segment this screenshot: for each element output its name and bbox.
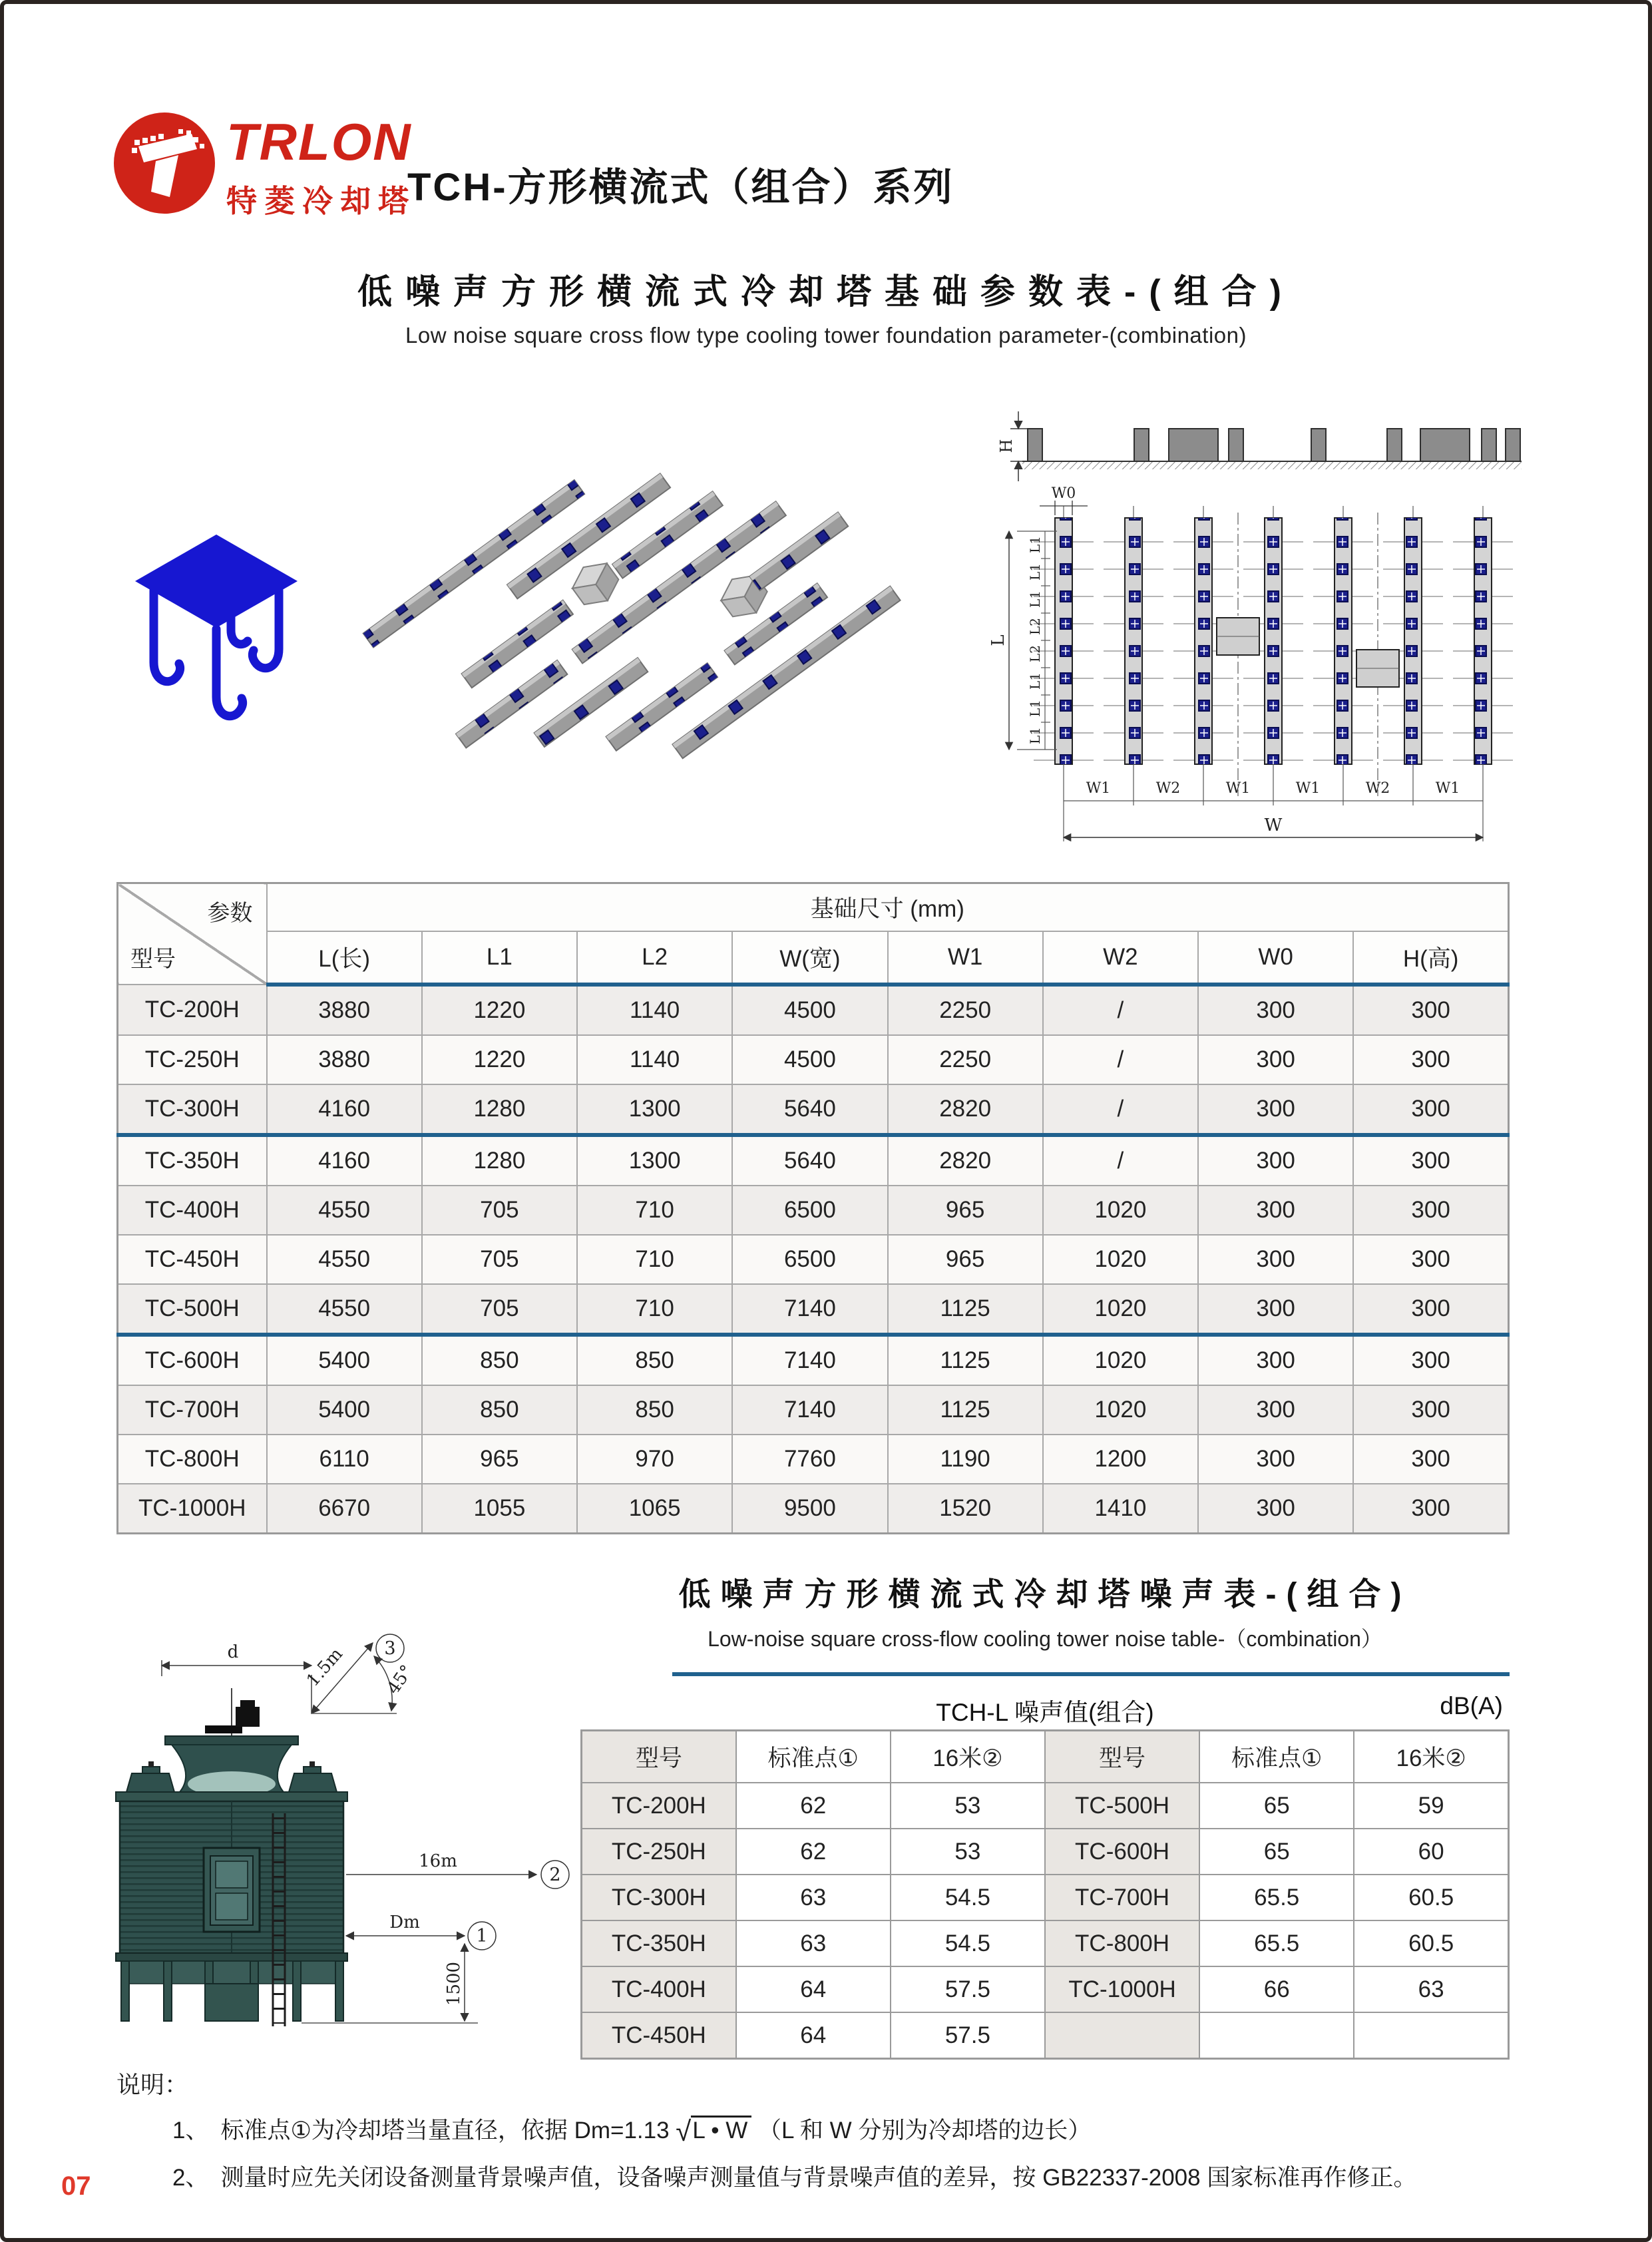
section1-title-en: Low noise square cross flow type cooling tower foundation parameter-(combination) bbox=[405, 323, 1247, 347]
dim-left-4: L2 bbox=[1027, 644, 1043, 663]
col-header: 标准点① bbox=[736, 1731, 891, 1783]
table-cell: 970 bbox=[577, 1435, 732, 1484]
model-cell: TC-450H bbox=[582, 2012, 736, 2059]
corner-label-model: 型号 bbox=[130, 947, 176, 972]
table-cell: 705 bbox=[422, 1284, 577, 1335]
dim-label-1500: 1500 bbox=[444, 1961, 464, 2006]
anchor-bolt-icon bbox=[130, 529, 304, 732]
table-cell: 1125 bbox=[888, 1385, 1043, 1435]
model-cell: TC-200H bbox=[582, 1783, 736, 1829]
corner-header-cell bbox=[118, 883, 267, 985]
table-row bbox=[582, 2012, 1509, 2059]
table-cell: 300 bbox=[1353, 1084, 1508, 1135]
table-cell: 710 bbox=[577, 1186, 732, 1235]
table-cell: 3880 bbox=[267, 985, 422, 1035]
dim-bottom-1: W2 bbox=[1155, 780, 1181, 797]
table-cell: 65 bbox=[1199, 1783, 1354, 1829]
table-cell: 300 bbox=[1353, 985, 1508, 1035]
model-cell: TC-1000H bbox=[1045, 1966, 1199, 2012]
col-header: W(宽) bbox=[732, 931, 887, 985]
table-cell: 4160 bbox=[267, 1135, 422, 1186]
table-cell: 300 bbox=[1198, 1135, 1353, 1186]
dim-label-w0: W0 bbox=[1051, 485, 1076, 502]
foundation-parameter-table bbox=[116, 882, 1510, 1534]
table-row bbox=[118, 1135, 1509, 1186]
table-row bbox=[118, 1035, 1509, 1084]
table-cell: 1125 bbox=[888, 1335, 1043, 1385]
table-cell: 4500 bbox=[732, 1035, 887, 1084]
table-cell: 6500 bbox=[732, 1235, 887, 1284]
table-cell: 1125 bbox=[888, 1284, 1043, 1335]
table-row bbox=[118, 1186, 1509, 1235]
table-cell: 300 bbox=[1198, 1235, 1353, 1284]
model-cell: TC-250H bbox=[582, 1829, 736, 1875]
dim-bottom-2: W1 bbox=[1225, 780, 1251, 797]
table-cell: 1300 bbox=[577, 1135, 732, 1186]
table-row bbox=[582, 1875, 1509, 1920]
table-cell: 1520 bbox=[888, 1484, 1043, 1534]
dim-label-1-5m: 1.5m bbox=[302, 1644, 347, 1691]
table-row bbox=[582, 1829, 1509, 1875]
table-cell: 1200 bbox=[1043, 1435, 1198, 1484]
table-cell: 9500 bbox=[732, 1484, 887, 1534]
table-cell: 1280 bbox=[422, 1135, 577, 1186]
model-cell: TC-500H bbox=[118, 1284, 267, 1335]
foundation-isometric-figure bbox=[393, 439, 905, 805]
table-cell: 60.5 bbox=[1354, 1920, 1508, 1966]
table-cell: 66 bbox=[1199, 1966, 1354, 2012]
notes-section bbox=[116, 2066, 1541, 2193]
model-cell: TC-200H bbox=[118, 985, 267, 1035]
table-cell: 7140 bbox=[732, 1284, 887, 1335]
table-row bbox=[118, 1235, 1509, 1284]
table-cell: 4550 bbox=[267, 1186, 422, 1235]
table-cell: 300 bbox=[1198, 1035, 1353, 1084]
col-header: L1 bbox=[422, 931, 577, 985]
table-cell: 2250 bbox=[888, 985, 1043, 1035]
table-cell: 57.5 bbox=[891, 2012, 1045, 2059]
table-cell: 63 bbox=[1354, 1966, 1508, 2012]
table-cell: 1020 bbox=[1043, 1385, 1198, 1435]
note-2 bbox=[172, 2159, 1541, 2193]
col-header: L(长) bbox=[267, 931, 422, 985]
table-row bbox=[118, 1435, 1509, 1484]
table-cell: 300 bbox=[1198, 1335, 1353, 1385]
table-cell: 300 bbox=[1198, 1484, 1353, 1534]
table-cell: 1140 bbox=[577, 985, 732, 1035]
table-cell: 850 bbox=[422, 1385, 577, 1435]
model-cell: TC-800H bbox=[1045, 1920, 1199, 1966]
table-row bbox=[118, 1484, 1509, 1534]
note-2-number: 2、 bbox=[172, 2165, 209, 2191]
table-cell: 62 bbox=[736, 1829, 891, 1875]
foundation-plan-drawing bbox=[970, 365, 1526, 874]
table-cell: 850 bbox=[422, 1335, 577, 1385]
table-cell: 53 bbox=[891, 1829, 1045, 1875]
table-cell bbox=[1354, 2012, 1508, 2059]
model-cell: TC-700H bbox=[118, 1385, 267, 1435]
table-cell: 300 bbox=[1198, 1435, 1353, 1484]
table-cell: 300 bbox=[1353, 1135, 1508, 1186]
brand-header bbox=[112, 111, 425, 224]
table-cell: 300 bbox=[1198, 1186, 1353, 1235]
table-cell: 5640 bbox=[732, 1135, 887, 1186]
table-cell: 705 bbox=[422, 1186, 577, 1235]
table-row bbox=[582, 1966, 1509, 2012]
table-cell: 2250 bbox=[888, 1035, 1043, 1084]
table-cell: 850 bbox=[577, 1335, 732, 1385]
model-cell: TC-500H bbox=[1045, 1783, 1199, 1829]
section2-title-cn: 低噪声方形横流式冷却塔噪声表-(组合) bbox=[678, 1577, 1412, 1612]
table-cell: 300 bbox=[1353, 1235, 1508, 1284]
table-cell: 4500 bbox=[732, 985, 887, 1035]
model-cell: TC-800H bbox=[118, 1435, 267, 1484]
table-cell: 5400 bbox=[267, 1335, 422, 1385]
notes-label: 说明： bbox=[116, 2071, 189, 2098]
table-cell: 1190 bbox=[888, 1435, 1043, 1484]
table-cell: / bbox=[1043, 1084, 1198, 1135]
table-cell: 1140 bbox=[577, 1035, 732, 1084]
note-2-text: 测量时应先关闭设备测量背景噪声值，设备噪声测量值与背景噪声值的差异，按 GB22337-2008 国家标准再作修正。 bbox=[220, 2165, 1417, 2191]
table-cell: 4550 bbox=[267, 1235, 422, 1284]
model-cell: TC-1000H bbox=[118, 1484, 267, 1534]
page-title: TCH-方形横流式（组合）系列 bbox=[407, 166, 954, 209]
corner-label-param: 参数 bbox=[207, 901, 253, 926]
table-cell: 57.5 bbox=[891, 1966, 1045, 2012]
table-cell: 59 bbox=[1354, 1783, 1508, 1829]
table-cell: 965 bbox=[888, 1186, 1043, 1235]
table-cell: 850 bbox=[577, 1385, 732, 1435]
col-header: W1 bbox=[888, 931, 1043, 985]
section1-title-cn: 低噪声方形横流式冷却塔基础参数表-(组合) bbox=[357, 273, 1295, 312]
model-cell: TC-450H bbox=[118, 1235, 267, 1284]
table-cell: 4550 bbox=[267, 1284, 422, 1335]
table-cell bbox=[1199, 2012, 1354, 2059]
table-cell: 7140 bbox=[732, 1385, 887, 1435]
table-cell: 300 bbox=[1353, 1435, 1508, 1484]
noise-table-section bbox=[580, 1672, 1510, 2060]
table-cell: 710 bbox=[577, 1235, 732, 1284]
cooling-tower-noise-figure bbox=[105, 1614, 581, 2056]
callout-1: 1 bbox=[476, 1926, 488, 1946]
page-number: 07 bbox=[61, 2171, 91, 2201]
table-cell: 65.5 bbox=[1199, 1920, 1354, 1966]
dim-label-16m: 16m bbox=[419, 1851, 457, 1871]
table-cell: 1280 bbox=[422, 1084, 577, 1135]
table-cell: 1410 bbox=[1043, 1484, 1198, 1534]
model-cell: TC-700H bbox=[1045, 1875, 1199, 1920]
note-1-text-a: 标准点①为冷却塔当量直径，依据 Dm=1.13 bbox=[220, 2118, 670, 2143]
brand-name: TRLON bbox=[226, 112, 412, 171]
table-cell: 60 bbox=[1354, 1829, 1508, 1875]
table-cell: 300 bbox=[1198, 1284, 1353, 1335]
table-cell: 53 bbox=[891, 1783, 1045, 1829]
col-header: 型号 bbox=[582, 1731, 736, 1783]
dim-bottom-0: W1 bbox=[1086, 780, 1111, 797]
model-cell: TC-400H bbox=[582, 1966, 736, 2012]
dim-left-1: L1 bbox=[1027, 562, 1043, 581]
table-cell: 62 bbox=[736, 1783, 891, 1829]
col-header: L2 bbox=[577, 931, 732, 985]
noise-table-caption: TCH-L 噪声值(组合) bbox=[936, 1699, 1154, 1726]
table-cell: 65.5 bbox=[1199, 1875, 1354, 1920]
section1-heading bbox=[0, 264, 1652, 348]
dim-label-dm: Dm bbox=[389, 1912, 420, 1932]
dim-left-6: L1 bbox=[1027, 699, 1043, 718]
table-row bbox=[118, 1385, 1509, 1435]
model-cell: TC-350H bbox=[118, 1135, 267, 1186]
model-cell: TC-300H bbox=[118, 1084, 267, 1135]
col-header: 型号 bbox=[1045, 1731, 1199, 1783]
table-cell: 5640 bbox=[732, 1084, 887, 1135]
table-cell: 1220 bbox=[422, 1035, 577, 1084]
table-cell: 64 bbox=[736, 1966, 891, 2012]
dim-label-w: W bbox=[1264, 815, 1283, 835]
table-cell: 5400 bbox=[267, 1385, 422, 1435]
table-cell: / bbox=[1043, 1035, 1198, 1084]
table-cell: 2820 bbox=[888, 1084, 1043, 1135]
table-cell: 300 bbox=[1198, 1084, 1353, 1135]
dim-label-h: H bbox=[997, 439, 1016, 453]
table-cell: 1055 bbox=[422, 1484, 577, 1534]
model-cell bbox=[1045, 2012, 1199, 2059]
table-cell: 300 bbox=[1353, 1484, 1508, 1534]
model-cell: TC-350H bbox=[582, 1920, 736, 1966]
table-cell: 3880 bbox=[267, 1035, 422, 1084]
table-cell: 6110 bbox=[267, 1435, 422, 1484]
table-cell: 65 bbox=[1199, 1829, 1354, 1875]
dim-bottom-5: W1 bbox=[1435, 780, 1460, 797]
foundation-table-body bbox=[118, 985, 1509, 1534]
col-header: W0 bbox=[1198, 931, 1353, 985]
table-cell: 4160 bbox=[267, 1084, 422, 1135]
table-cell: 1020 bbox=[1043, 1335, 1198, 1385]
noise-table-unit: dB(A) bbox=[1440, 1692, 1503, 1719]
table-cell: 7140 bbox=[732, 1335, 887, 1385]
col-header: 标准点① bbox=[1199, 1731, 1354, 1783]
trlon-logo-icon bbox=[112, 111, 217, 216]
table-row bbox=[118, 1084, 1509, 1135]
table-cell: 2820 bbox=[888, 1135, 1043, 1186]
table-cell: 1220 bbox=[422, 985, 577, 1035]
model-cell: TC-400H bbox=[118, 1186, 267, 1235]
col-header: W2 bbox=[1043, 931, 1198, 985]
note-1-number: 1、 bbox=[172, 2118, 209, 2143]
model-cell: TC-600H bbox=[118, 1335, 267, 1385]
sqrt-radical: √ bbox=[676, 2116, 692, 2147]
table-row bbox=[118, 1284, 1509, 1335]
table-cell: 965 bbox=[422, 1435, 577, 1484]
table-cell: 300 bbox=[1198, 985, 1353, 1035]
table-cell: 6670 bbox=[267, 1484, 422, 1534]
noise-table bbox=[580, 1729, 1510, 2060]
note-1-text-b: （L 和 W 分别为冷却塔的边长） bbox=[758, 2118, 1092, 2143]
table-cell: 54.5 bbox=[891, 1875, 1045, 1920]
table-cell: 54.5 bbox=[891, 1920, 1045, 1966]
table-cell: 6500 bbox=[732, 1186, 887, 1235]
table-cell: / bbox=[1043, 985, 1198, 1035]
table-cell: 710 bbox=[577, 1284, 732, 1335]
brand-name-cn: 特菱冷却塔 bbox=[226, 184, 416, 218]
table-cell: 63 bbox=[736, 1920, 891, 1966]
col-header: H(高) bbox=[1353, 931, 1508, 985]
model-cell: TC-250H bbox=[118, 1035, 267, 1084]
table-cell: 7760 bbox=[732, 1435, 887, 1484]
note-1 bbox=[172, 2112, 1541, 2147]
table-cell: / bbox=[1043, 1135, 1198, 1186]
table-row bbox=[118, 985, 1509, 1035]
table-cell: 300 bbox=[1353, 1335, 1508, 1385]
noise-table-body bbox=[582, 1783, 1509, 2059]
table-row bbox=[582, 1783, 1509, 1829]
sqrt-content: L • W bbox=[691, 2116, 751, 2143]
table-cell: 1065 bbox=[577, 1484, 732, 1534]
callout-3: 3 bbox=[384, 1638, 396, 1659]
model-cell: TC-600H bbox=[1045, 1829, 1199, 1875]
table-cell: 60.5 bbox=[1354, 1875, 1508, 1920]
section2-title-en: Low-noise square cross-flow cooling tower noise table-（combination） bbox=[708, 1627, 1382, 1651]
dim-left-2: L1 bbox=[1027, 590, 1043, 608]
table-cell: 1020 bbox=[1043, 1235, 1198, 1284]
table-cell: 300 bbox=[1353, 1385, 1508, 1435]
table-cell: 705 bbox=[422, 1235, 577, 1284]
dim-left-5: L1 bbox=[1027, 672, 1043, 690]
dim-left-7: L1 bbox=[1027, 726, 1043, 745]
table-cell: 300 bbox=[1353, 1186, 1508, 1235]
dim-left-0: L1 bbox=[1027, 535, 1043, 554]
table-cell: 1300 bbox=[577, 1084, 732, 1135]
model-cell: TC-300H bbox=[582, 1875, 736, 1920]
table-cell: 965 bbox=[888, 1235, 1043, 1284]
table-cell: 64 bbox=[736, 2012, 891, 2059]
col-header: 16米② bbox=[891, 1731, 1045, 1783]
table-cell: 300 bbox=[1353, 1284, 1508, 1335]
dim-label-d: d bbox=[227, 1642, 239, 1662]
table-row bbox=[118, 1335, 1509, 1385]
dim-left-3: L2 bbox=[1027, 617, 1043, 636]
dim-label-45deg: 45° bbox=[383, 1661, 417, 1698]
group-header: 基础尺寸 (mm) bbox=[267, 883, 1509, 932]
table-cell: 1020 bbox=[1043, 1284, 1198, 1335]
table-row bbox=[582, 1920, 1509, 1966]
table-cell: 63 bbox=[736, 1875, 891, 1920]
table-cell: 300 bbox=[1353, 1035, 1508, 1084]
col-header: 16米② bbox=[1354, 1731, 1508, 1783]
dim-bottom-3: W1 bbox=[1295, 780, 1321, 797]
table-cell: 1020 bbox=[1043, 1186, 1198, 1235]
dim-bottom-4: W2 bbox=[1365, 780, 1390, 797]
table-cell: 300 bbox=[1198, 1385, 1353, 1435]
section2-heading bbox=[580, 1568, 1510, 1653]
callout-2: 2 bbox=[549, 1865, 561, 1885]
dim-label-l: L bbox=[988, 634, 1008, 646]
